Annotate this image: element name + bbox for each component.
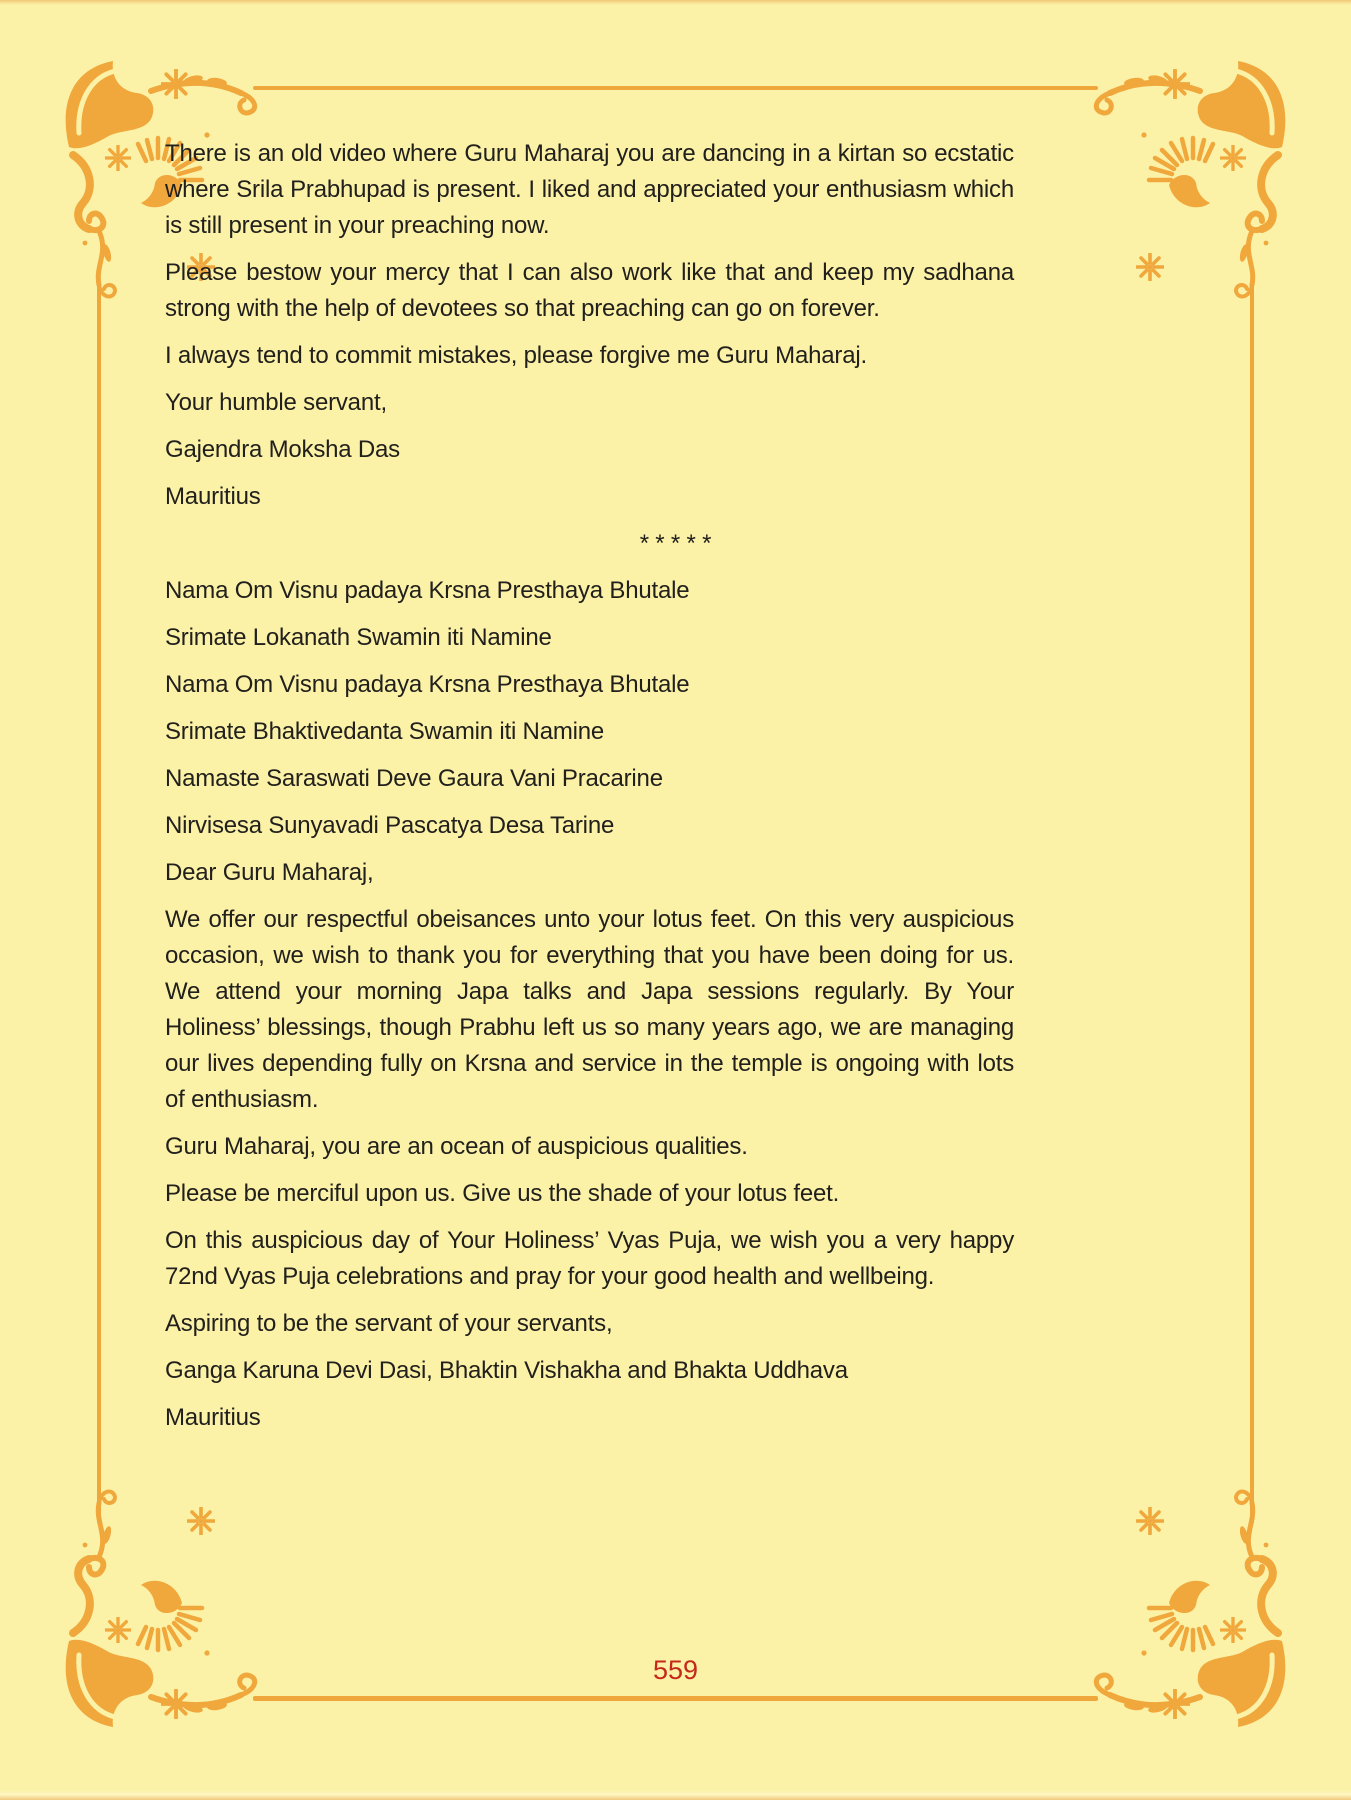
border-line-left: [97, 284, 101, 1524]
paragraph: We offer our respectful obeisances unto your lotus feet. On this very auspicious occasion, we wish to thank you for everything that you have been doing for us. We attend your morning Japa talks and Japa sessions regularly. By Your Holiness’ blessings, though Prabhu left us so many years ago, we are managing our lives depending fully on Krsna and service in the temple is ongoing with lots of enthusiasm.: [165, 906, 1014, 1113]
floral-ornament-top-right-icon: [1046, 55, 1296, 315]
signature-location: Mauritius: [165, 483, 261, 510]
floral-ornament-bottom-right-icon: [1046, 1473, 1296, 1733]
invocation-line: Nirvisesa Sunyavadi Pascatya Desa Tarine: [165, 812, 615, 839]
section-separator: * * * * *: [639, 530, 712, 557]
signature-location: Mauritius: [165, 1404, 261, 1431]
border-line-bottom: [253, 1696, 1098, 1701]
paragraph: I always tend to commit mistakes, please forgive me Guru Maharaj.: [165, 342, 867, 369]
page-bottom-edge: [0, 1790, 1351, 1800]
border-line-top: [253, 86, 1098, 90]
floral-ornament-bottom-left-icon: [55, 1473, 305, 1733]
paragraph: Guru Maharaj, you are an ocean of auspicious qualities.: [165, 1133, 748, 1160]
letter-content: [165, 136, 1014, 1447]
paragraph: Please be merciful upon us. Give us the shade of your lotus feet.: [165, 1180, 840, 1207]
invocation-line: Srimate Bhaktivedanta Swamin iti Namine: [165, 718, 605, 745]
invocation-line: Nama Om Visnu padaya Krsna Presthaya Bhutale: [165, 671, 690, 698]
signoff-line: Your humble servant,: [165, 389, 387, 416]
border-line-right: [1250, 284, 1254, 1524]
invocation-line: Nama Om Visnu padaya Krsna Presthaya Bhutale: [165, 577, 690, 604]
paragraph: On this auspicious day of Your Holiness’ Vyas Puja, we wish you a very happy 72nd Vyas Puja celebrations and pray for your good health and wellbeing.: [165, 1227, 1014, 1290]
paragraph: Please bestow your mercy that I can also work like that and keep my sadhana strong with the help of devotees so that preaching can go on forever.: [165, 259, 1014, 322]
signature-name: Ganga Karuna Devi Dasi, Bhaktin Vishakha and Bhakta Uddhava: [165, 1357, 848, 1384]
signature-name: Gajendra Moksha Das: [165, 436, 400, 463]
page-top-edge: [0, 0, 1351, 5]
salutation: Dear Guru Maharaj,: [165, 859, 374, 886]
invocation-line: Srimate Lokanath Swamin iti Namine: [165, 624, 552, 651]
signoff-line: Aspiring to be the servant of your servants,: [165, 1310, 613, 1337]
invocation-line: Namaste Saraswati Deve Gaura Vani Pracarine: [165, 765, 663, 792]
page-number: 559: [652, 1655, 699, 1685]
paragraph: There is an old video where Guru Maharaj you are dancing in a kirtan so ecstatic where Srila Prabhupad is present. I liked and appreciated your enthusiasm which is still present in your preaching now.: [165, 140, 1014, 239]
